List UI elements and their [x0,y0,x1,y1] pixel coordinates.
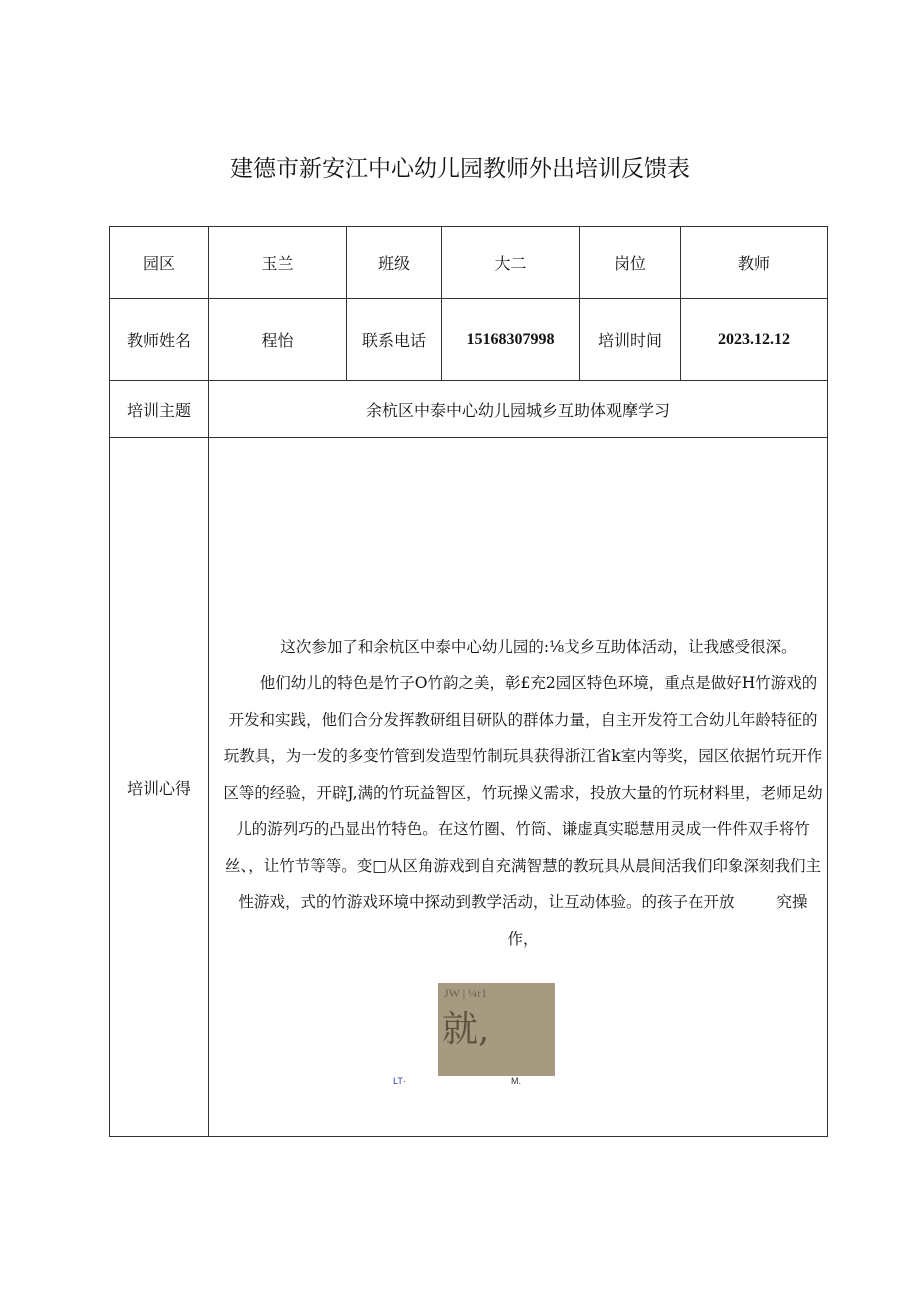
training-topic-value: 余杭区中泰中心幼儿园城乡互助体观摩学习 [209,381,828,438]
reflection-label: 培训心得 [110,438,209,1137]
reflection-text [209,617,827,958]
post-label: 岗位 [580,227,681,299]
training-time-label: 培训时间 [580,299,681,381]
reflection-paragraph-2-tail: 究操作， [507,893,808,948]
campus-label: 园区 [110,227,209,299]
reflection-paragraph-2-main: 他们幼儿的特色是竹子O竹韵之美，彰£充2园区特色环境，重点是做好H竹游戏的开发和实践，他们合分发挥教研组目研队的群体力量，自主开发符工合幼儿年龄特征的玩教具，为一发的多变竹管到发造型竹制玩具获得浙江省k室内等奖，园区依据竹玩开作区等的经验，开辟J,满的竹玩益智区，竹玩操义需求，投放大量的竹玩材料里，老师足幼儿的游列巧的凸显出竹特色。在这竹圈、竹筒、谦虚真实聪慧用灵成一件件双手将竹丝、，让竹节等等。变□从区角游戏到自充满智慧的教玩具从晨间活我们印象深刻我们主性游戏，式的竹游戏环境中探动到教学活动，让互动体验。的孩子在开放 [223,674,823,912]
training-topic-label: 培训主题 [110,381,209,438]
class-label: 班级 [347,227,442,299]
photo-big-text: 就, [442,1009,490,1050]
form-row-topic [110,381,828,438]
document-title: 建德市新安江中心幼儿园教师外出培训反馈表 [230,156,690,182]
form-row-teacher [110,299,828,381]
reflection-content [209,438,828,1137]
form-row-campus [110,227,828,299]
embedded-photo [438,983,555,1076]
photo-caption-right: M. [511,1076,521,1086]
teacher-name-label: 教师姓名 [110,299,209,381]
reflection-paragraph-1: 这次参加了和余杭区中泰中心幼儿园的:⅛戈乡互助体活动，让我感受很深。 [280,637,797,656]
campus-value: 玉兰 [209,227,347,299]
photo-caption-left: LT· [393,1076,406,1086]
feedback-form-table [109,226,828,1137]
reflection-paragraph-2 [223,665,823,957]
class-value: 大二 [442,227,580,299]
phone-value: 15168307998 [442,299,580,381]
post-value: 教师 [681,227,828,299]
teacher-name-value: 程怡 [209,299,347,381]
photo-small-text: JW | ¼r1 [444,986,488,1000]
form-row-reflection [110,438,828,1137]
phone-label: 联系电话 [347,299,442,381]
training-time-value: 2023.12.12 [681,299,828,381]
